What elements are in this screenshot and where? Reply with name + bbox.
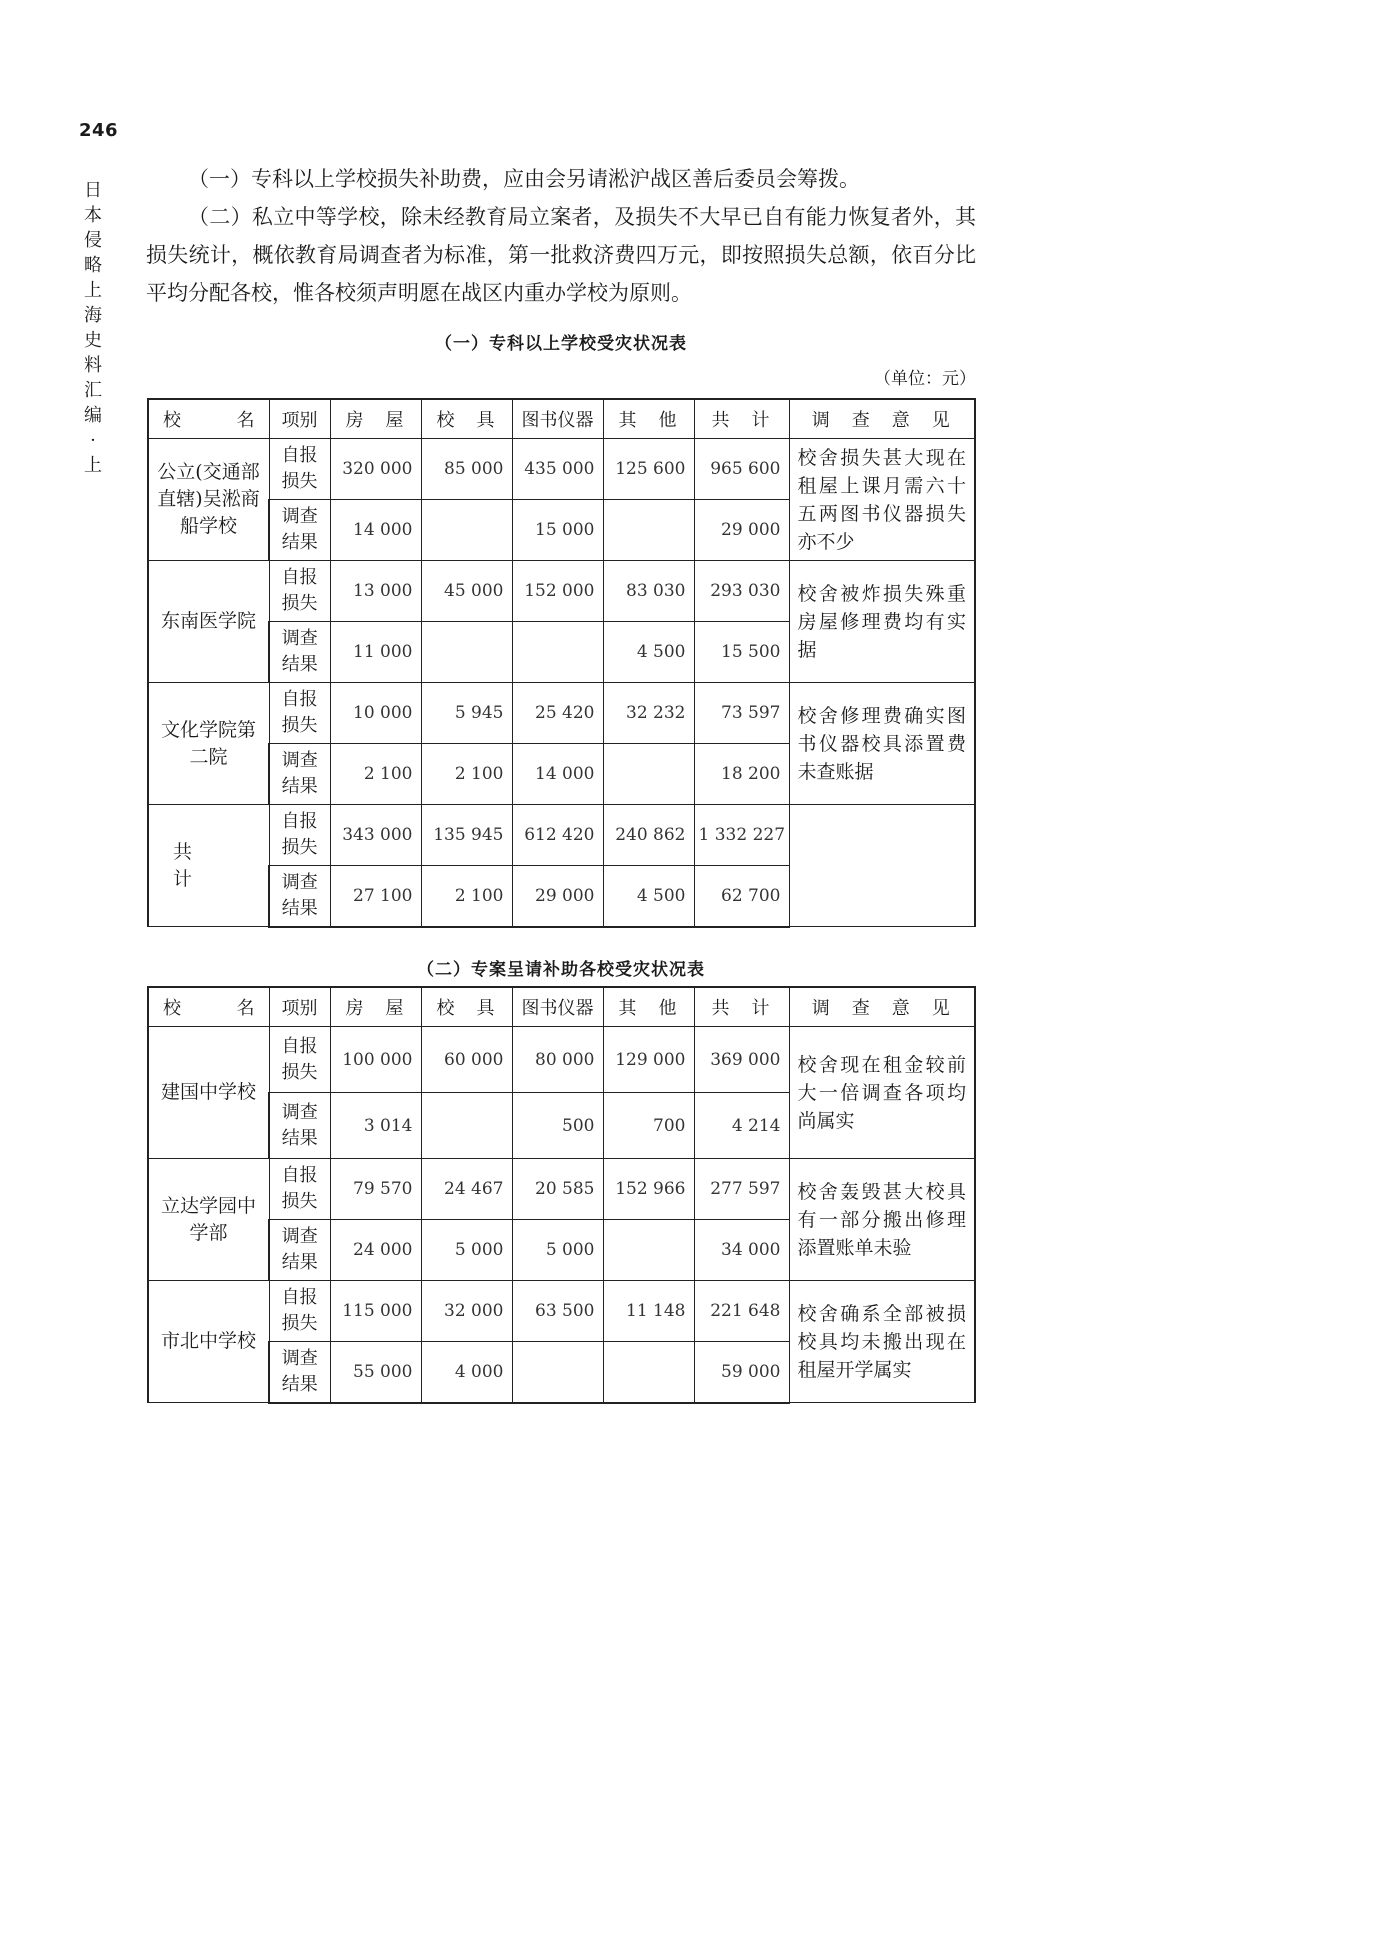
value-other: 129 000 bbox=[603, 1027, 694, 1093]
value-books: 5 000 bbox=[512, 1220, 603, 1281]
value-furniture: 60 000 bbox=[421, 1027, 512, 1093]
value-building: 320 000 bbox=[330, 439, 421, 500]
paragraph-2: （二）私立中等学校，除未经教育局立案者，及损失不大早已自有能力恢复者外，其损失统计，概依教育局调查者为标准，第一批救济费四万元，即按照损失总额，依百分比平均分配各校，惟各校须声明愿在战区内重办学校为原则。 bbox=[146, 205, 976, 305]
table-row bbox=[148, 805, 975, 866]
value-other: 32 232 bbox=[603, 683, 694, 744]
item-label: 自报损失 bbox=[269, 1281, 330, 1342]
value-other: 240 862 bbox=[603, 805, 694, 866]
value-building: 24 000 bbox=[330, 1220, 421, 1281]
value-building: 3 014 bbox=[330, 1093, 421, 1159]
value-building: 2 100 bbox=[330, 744, 421, 805]
value-books: 63 500 bbox=[512, 1281, 603, 1342]
table2-title: （二）专案呈请补助各校受灾状况表 bbox=[417, 960, 705, 980]
value-total: 29 000 bbox=[694, 500, 789, 561]
value-furniture bbox=[421, 622, 512, 683]
school-name-total: 共 计 bbox=[148, 805, 269, 927]
header-furniture: 校 具 bbox=[421, 987, 512, 1027]
school-name: 市北中学校 bbox=[148, 1281, 269, 1403]
value-books: 15 000 bbox=[512, 500, 603, 561]
value-total: 15 500 bbox=[694, 622, 789, 683]
value-building: 14 000 bbox=[330, 500, 421, 561]
value-books: 612 420 bbox=[512, 805, 603, 866]
item-label: 自报损失 bbox=[269, 1159, 330, 1220]
remark: 校舍轰毁甚大校具有一部分搬出修理添置账单未验 bbox=[789, 1159, 975, 1281]
item-label: 调查结果 bbox=[269, 622, 330, 683]
value-building: 79 570 bbox=[330, 1159, 421, 1220]
header-school: 校 名 bbox=[148, 399, 269, 439]
value-building: 115 000 bbox=[330, 1281, 421, 1342]
value-books bbox=[512, 1342, 603, 1403]
remark: 校舍损失甚大现在租屋上课月需六十五两图书仪器损失亦不少 bbox=[789, 439, 975, 561]
school-name: 建国中学校 bbox=[148, 1027, 269, 1159]
school-name: 东南医学院 bbox=[148, 561, 269, 683]
value-books: 80 000 bbox=[512, 1027, 603, 1093]
item-label: 自报损失 bbox=[269, 1027, 330, 1093]
value-total: 1 332 227 bbox=[694, 805, 789, 866]
value-total: 18 200 bbox=[694, 744, 789, 805]
value-books: 20 585 bbox=[512, 1159, 603, 1220]
table1-title: （一）专科以上学校受灾状况表 bbox=[435, 334, 687, 354]
value-furniture: 32 000 bbox=[421, 1281, 512, 1342]
value-other: 125 600 bbox=[603, 439, 694, 500]
value-total: 34 000 bbox=[694, 1220, 789, 1281]
school-name: 公立(交通部直辖)吴淞商船学校 bbox=[148, 439, 269, 561]
header-remark: 调 查 意 见 bbox=[789, 399, 975, 439]
item-label: 自报损失 bbox=[269, 439, 330, 500]
table-row bbox=[148, 1281, 975, 1342]
value-furniture: 24 467 bbox=[421, 1159, 512, 1220]
paragraph-1: （一）专科以上学校损失补助费，应由会另请淞沪战区善后委员会筹拨。 bbox=[188, 167, 860, 191]
header-total: 共 计 bbox=[694, 987, 789, 1027]
table2 bbox=[147, 986, 976, 1404]
table-row bbox=[148, 561, 975, 622]
school-name: 立达学园中学部 bbox=[148, 1159, 269, 1281]
value-other bbox=[603, 500, 694, 561]
school-name: 文化学院第二院 bbox=[148, 683, 269, 805]
value-books: 29 000 bbox=[512, 866, 603, 927]
value-total: 277 597 bbox=[694, 1159, 789, 1220]
table-row bbox=[148, 683, 975, 744]
value-building: 343 000 bbox=[330, 805, 421, 866]
item-label: 自报损失 bbox=[269, 561, 330, 622]
value-books: 14 000 bbox=[512, 744, 603, 805]
table1-header-row bbox=[148, 399, 975, 439]
table-row bbox=[148, 1159, 975, 1220]
header-school: 校 名 bbox=[148, 987, 269, 1027]
value-other: 11 148 bbox=[603, 1281, 694, 1342]
value-other: 152 966 bbox=[603, 1159, 694, 1220]
header-item: 项别 bbox=[269, 399, 330, 439]
header-other: 其 他 bbox=[603, 987, 694, 1027]
value-total: 221 648 bbox=[694, 1281, 789, 1342]
unit-label: （单位：元） bbox=[874, 369, 976, 389]
value-total: 965 600 bbox=[694, 439, 789, 500]
value-other bbox=[603, 744, 694, 805]
value-building: 55 000 bbox=[330, 1342, 421, 1403]
value-total: 293 030 bbox=[694, 561, 789, 622]
header-building: 房 屋 bbox=[330, 987, 421, 1027]
item-label: 自报损失 bbox=[269, 683, 330, 744]
remark: 校舍修理费确实图书仪器校具添置费未查账据 bbox=[789, 683, 975, 805]
value-furniture: 4 000 bbox=[421, 1342, 512, 1403]
header-item: 项别 bbox=[269, 987, 330, 1027]
value-other bbox=[603, 1342, 694, 1403]
value-furniture: 2 100 bbox=[421, 866, 512, 927]
header-furniture: 校 具 bbox=[421, 399, 512, 439]
body-text bbox=[146, 160, 976, 312]
value-total: 4 214 bbox=[694, 1093, 789, 1159]
value-books: 500 bbox=[512, 1093, 603, 1159]
value-furniture: 2 100 bbox=[421, 744, 512, 805]
header-building: 房 屋 bbox=[330, 399, 421, 439]
table1 bbox=[147, 398, 976, 928]
item-label: 调查结果 bbox=[269, 866, 330, 927]
remark: 校舍被炸损失殊重房屋修理费均有实据 bbox=[789, 561, 975, 683]
header-books-instruments: 图书仪器 bbox=[512, 987, 603, 1027]
value-total: 369 000 bbox=[694, 1027, 789, 1093]
header-books-instruments: 图书仪器 bbox=[512, 399, 603, 439]
value-furniture: 45 000 bbox=[421, 561, 512, 622]
value-books: 25 420 bbox=[512, 683, 603, 744]
item-label: 调查结果 bbox=[269, 1342, 330, 1403]
value-furniture bbox=[421, 1093, 512, 1159]
item-label: 调查结果 bbox=[269, 1093, 330, 1159]
value-total: 62 700 bbox=[694, 866, 789, 927]
header-other: 其 他 bbox=[603, 399, 694, 439]
value-other: 83 030 bbox=[603, 561, 694, 622]
table-row bbox=[148, 439, 975, 500]
value-furniture bbox=[421, 500, 512, 561]
value-building: 100 000 bbox=[330, 1027, 421, 1093]
value-books bbox=[512, 622, 603, 683]
item-label: 调查结果 bbox=[269, 1220, 330, 1281]
value-books: 435 000 bbox=[512, 439, 603, 500]
value-other bbox=[603, 1220, 694, 1281]
remark bbox=[789, 805, 975, 927]
running-title: 日本侵略上海史料汇编·上 bbox=[84, 180, 102, 476]
item-label: 调查结果 bbox=[269, 744, 330, 805]
item-label: 自报损失 bbox=[269, 805, 330, 866]
remark: 校舍确系全部被损校具均未搬出现在租屋开学属实 bbox=[789, 1281, 975, 1403]
value-total: 73 597 bbox=[694, 683, 789, 744]
value-building: 11 000 bbox=[330, 622, 421, 683]
value-other: 4 500 bbox=[603, 866, 694, 927]
value-other: 4 500 bbox=[603, 622, 694, 683]
table-row bbox=[148, 1027, 975, 1093]
value-building: 10 000 bbox=[330, 683, 421, 744]
page-number: 246 bbox=[79, 120, 119, 141]
value-furniture: 5 000 bbox=[421, 1220, 512, 1281]
value-furniture: 135 945 bbox=[421, 805, 512, 866]
header-remark: 调 查 意 见 bbox=[789, 987, 975, 1027]
item-label: 调查结果 bbox=[269, 500, 330, 561]
value-furniture: 5 945 bbox=[421, 683, 512, 744]
value-other: 700 bbox=[603, 1093, 694, 1159]
value-building: 27 100 bbox=[330, 866, 421, 927]
table2-header-row bbox=[148, 987, 975, 1027]
value-building: 13 000 bbox=[330, 561, 421, 622]
remark: 校舍现在租金较前大一倍调查各项均尚属实 bbox=[789, 1027, 975, 1159]
value-total: 59 000 bbox=[694, 1342, 789, 1403]
value-furniture: 85 000 bbox=[421, 439, 512, 500]
header-total: 共 计 bbox=[694, 399, 789, 439]
value-books: 152 000 bbox=[512, 561, 603, 622]
